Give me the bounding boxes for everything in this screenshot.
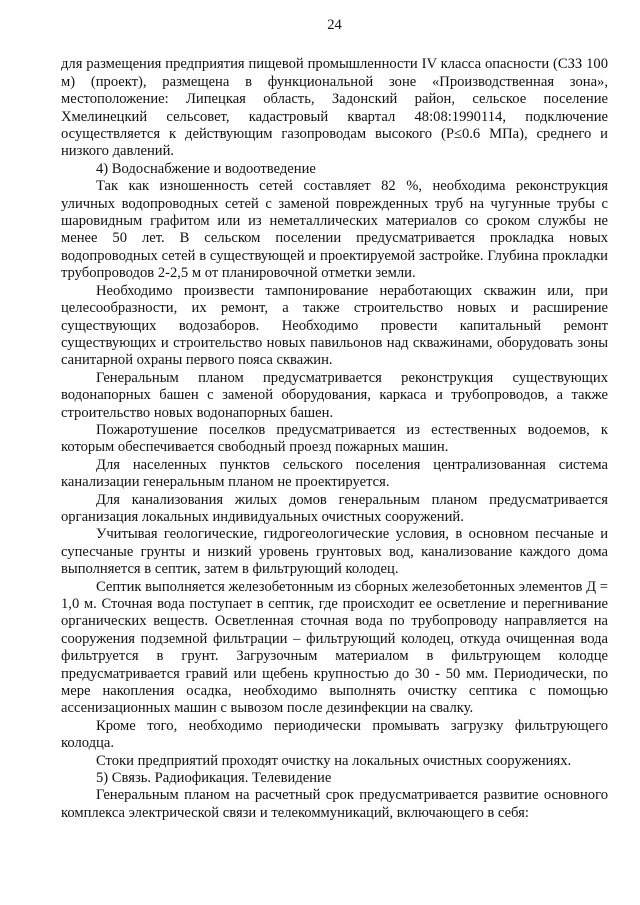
- section-heading-communications: 5) Связь. Радиофикация. Телевидение: [96, 770, 332, 787]
- page-number: 24: [327, 17, 342, 33]
- paragraph-fire-fighting: Пожаротушение поселков предусматривается из естественных водоемов, к которым обеспечивается свободный проезд пожарных машин.: [61, 421, 608, 456]
- paragraph-local-treatment: Для канализования жилых домов генеральным планом предусматривается организация локальных индивидуальных очистных сооружений.: [61, 491, 608, 525]
- paragraph-septic-tank: Септик выполняется железобетонным из сборных железобетонных элементов Д = 1,0 м. Сточная вода поступает в септик, где происходит ее осветление и перегнивание органических веществ. Осветленная сточная вода по трубопроводу направляется на сооружения подземной фильтрации – фильтрующий колодец, откуда очищенная вода фильтруется в грунт. Загрузочным материалом в фильтрующем колодце предусматривается гравий или щебень крупностью до 30 - 50 мм. Периодически, по мере накопления осадка, необходимо выполнять очистку септика с помощью ассенизационных машин с вывозом после дезинфекции на свалку.: [61, 578, 608, 717]
- paragraph-wells-tamponing: Необходимо произвести тампонирование неработающих скважин или, при целесообразности, их ремонт, а также строительство новых и расширение существующих водозаборов. Необходимо провести капитальный ремонт существующих и строительство новых павильонов над скважинами, оборудовать зоны санитарной охраны первого пояса скважин.: [61, 282, 608, 369]
- section-heading-water-supply: 4) Водоснабжение и водоотведение: [96, 160, 316, 177]
- paragraph-telecom-development: Генеральным планом на расчетный срок предусматривается развитие основного комплекса электрической связи и телекоммуникаций, включающего в себя:: [61, 787, 608, 821]
- paragraph-enterprise-wastewater: Стоки предприятий проходят очистку на локальных очистных сооружениях.: [96, 752, 572, 769]
- paragraph-gas-supply-continuation: для размещения предприятия пищевой промышленности IV класса опасности (СЗЗ 100 м) (проект), размещена в функциональной зоне «Производственная зона», местоположение: Липецкая область, Задонский район, сельское поселение Хмелинецкий сельсовет, кадастровый квартал 48:08:1990114, подключение осуществляется к действующим газопроводам высокого (Р≤0.6 МПа), среднего и низкого давлений.: [61, 56, 608, 160]
- paragraph-geological-conditions: Учитывая геологические, гидрогеологические условия, в основном песчаные и супесчаные грунты и низкий уровень грунтовых вод, канализование каждого дома выполняется в септик, затем в фильтрующий колодец.: [61, 526, 608, 578]
- paragraph-water-towers: Генеральным планом предусматривается реконструкция существующих водонапорных башен с заменой оборудования, каркаса и трубопроводов, а также строительство новых водонапорных башен.: [61, 369, 608, 421]
- document-body: [61, 56, 608, 822]
- paragraph-filter-well-flushing: Кроме того, необходимо периодически промывать загрузку фильтрующего колодца.: [61, 717, 608, 752]
- paragraph-water-network-reconstruction: Так как изношенность сетей составляет 82 %, необходима реконструкция уличных водопроводных сетей с заменой поврежденных труб на чугунные трубы с шаровидным графитом или из неметаллических материалов со сроком службы не менее 50 лет. В сельском поселении предусматривается прокладка новых водопроводных сетей в существующей и проектируемой застройке. Глубина прокладки трубопроводов 2-2,5 м от планировочной отметки земли.: [61, 178, 608, 282]
- paragraph-centralized-sewerage: Для населенных пунктов сельского поселения централизованная система канализации генеральным планом не проектируется.: [61, 456, 608, 491]
